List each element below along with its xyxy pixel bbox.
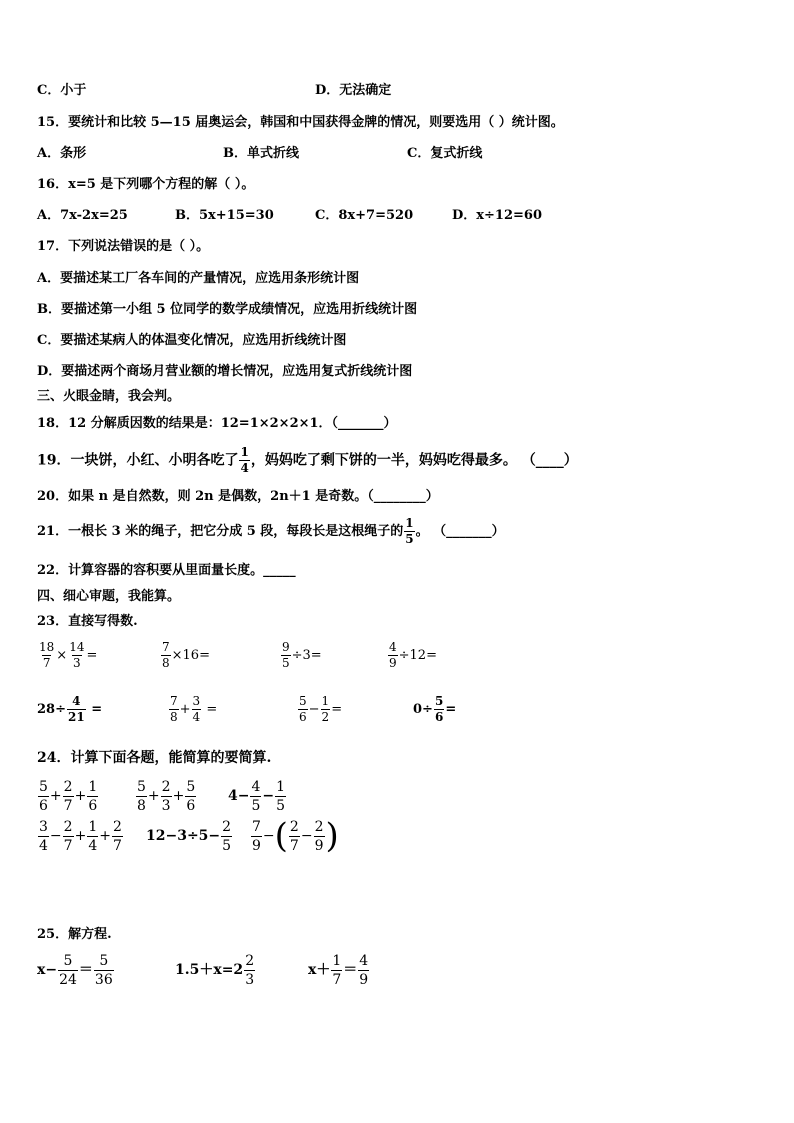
q24-expr-6: $\frac{7}{9}$ −( $\frac{2}{7}$ − $\frac{2}{9}$ ) [252,816,339,856]
q15-stem: 15．要统计和比较 5—15 届奥运会，韩国和中国获得金牌的情况，则要选用（ ）统计图。 [37,115,564,130]
q23-expr-2: $\frac{7}{8}$ ×16= [162,640,210,670]
q18: 18．12 分解质因数的结果是：12=1×2×2×1．（_______） [37,416,397,431]
q16-option-a: A．7x-2x=25 [37,208,128,223]
q24-stem: 24．计算下面各题，能简算的要简算. [37,750,272,766]
section-3-heading: 三、火眼金睛，我会判。 [37,389,181,404]
q23-expr-6: $\frac{7}{8}$ + $\frac{3}{4}$ = [170,694,218,724]
q15-option-b: B．单式折线 [223,146,299,161]
q16-option-b: B．5x+15=30 [175,208,274,223]
q14-option-d: D．无法确定 [315,83,392,98]
q22: 22．计算容器的容积要从里面量长度。_____ [37,563,296,578]
q16-option-d: D．x÷12=60 [452,208,542,223]
q23-expr-8: 0÷ $\frac{5}{6}$ = [413,694,457,724]
q20: 20．如果 n 是自然数，则 2n 是偶数，2n＋1 是奇数。（________） [37,489,439,504]
q16-option-c: C．8x+7=520 [315,208,414,223]
q25-equation-3: x＋ $\frac{1}{7}$ ＝ $\frac{4}{9}$ [308,952,369,988]
q16-stem: 16．x=5 是下列哪个方程的解（ ）。 [37,177,255,192]
q25-equation-2: 1.5＋x=2 $\frac{2}{3}$ [175,952,255,988]
fraction: $\frac{1}{4}$ [240,445,249,475]
q17-option-d: D．要描述两个商场月营业额的增长情况，应选用复式折线统计图 [37,364,413,379]
q17-option-b: B．要描述第一小组 5 位同学的数学成绩情况，应选用折线统计图 [37,302,418,317]
q15-option-a: A．条形 [37,146,87,161]
q24-expr-1: $\frac{5}{6}$ + $\frac{2}{7}$ + $\frac{1}{6}$ [39,778,98,814]
q17-option-c: C．要描述某病人的体温变化情况，应选用折线统计图 [37,333,347,348]
q24-expr-5: 12−3÷5− $\frac{2}{5}$ [146,818,232,854]
q25-equation-1: x− $\frac{5}{24}$ ＝ $\frac{5}{36}$ [37,952,113,988]
q17-option-a: A．要描述某工厂各车间的产量情况，应选用条形统计图 [37,271,360,286]
fraction: $\frac{1}{5}$ [405,516,414,546]
q14-option-c: C．小于 [37,83,87,98]
q23-expr-7: $\frac{5}{6}$ − $\frac{1}{2}$ = [299,694,343,724]
q19-post: ，妈妈吃了剩下饼的一半，妈妈吃得最多。 （____） [250,452,578,469]
q21-post: 。 （_______） [415,524,505,539]
q23-stem: 23．直接写得数. [37,614,138,629]
q19-pre: 19．一块饼，小红、小明各吃了 [37,452,239,469]
q23-expr-3: $\frac{9}{5}$ ÷3= [282,640,322,670]
q19 [37,445,578,476]
section-4-heading: 四、细心审题，我能算。 [37,589,181,604]
q24-expr-4: $\frac{3}{4}$ − $\frac{2}{7}$ + $\frac{1}{4}$ + $\frac{2}{7}$ [39,818,122,854]
q25-stem: 25．解方程. [37,927,112,942]
q17-stem: 17．下列说法错误的是（ ）。 [37,239,210,254]
q23-expr-1: $\frac{18}{7}$ × $\frac{14}{3}$ = [39,640,98,670]
q21 [37,516,505,548]
q21-pre: 21．一根长 3 米的绳子，把它分成 5 段，每段长是这根绳子的 [37,524,404,539]
q23-expr-5: 28÷ $\frac{4}{21}$ = [37,694,103,724]
q24-expr-3: 4− $\frac{4}{5}$ − $\frac{1}{5}$ [228,778,286,814]
q15-option-c: C．复式折线 [407,146,483,161]
q23-expr-4: $\frac{4}{9}$ ÷12= [389,640,437,670]
q24-expr-2: $\frac{5}{8}$ + $\frac{2}{3}$ + $\frac{5}{6}$ [137,778,196,814]
